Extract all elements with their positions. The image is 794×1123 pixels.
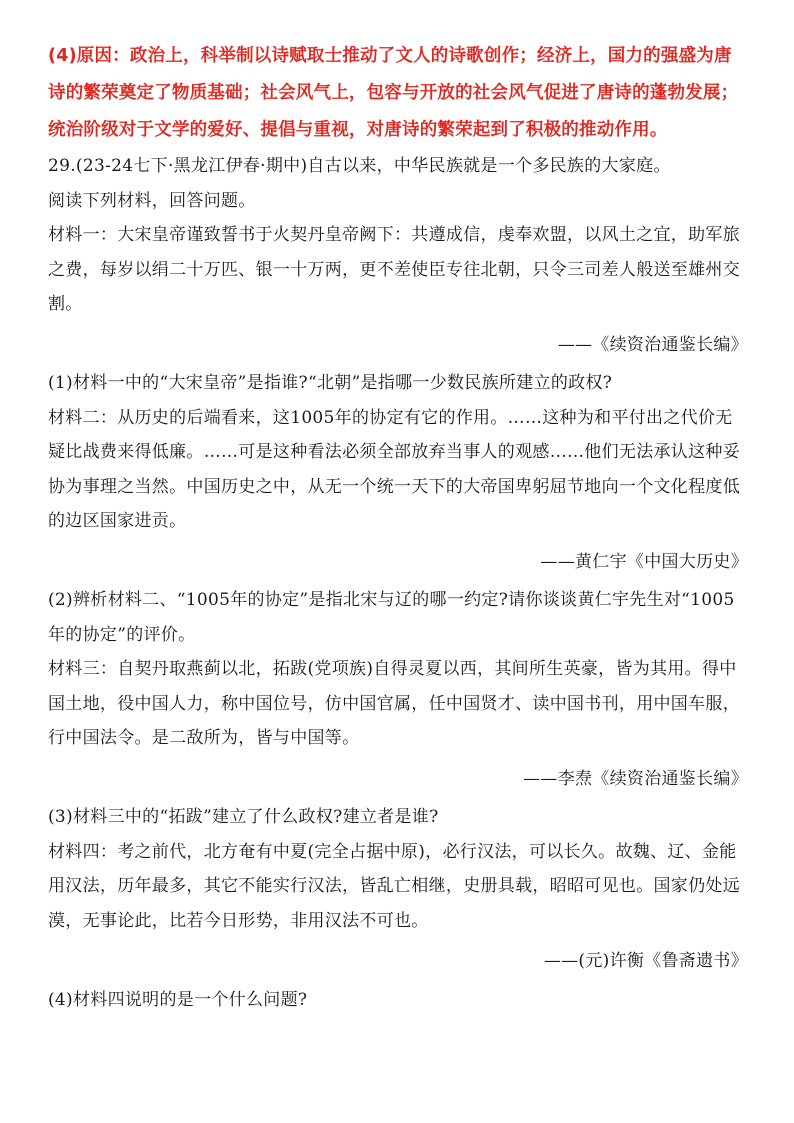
question-29-instruction: 阅读下列材料，回答问题。 <box>48 190 256 211</box>
material-1-source: ——《续资治通鉴长编》 <box>557 334 748 355</box>
sub-question-3: (3)材料三中的“拓跋”建立了什么政权?建立者是谁? <box>48 807 439 827</box>
material-1-text: 材料一：大宋皇帝谨致誓书于火契丹皇帝阙下：共遵成信，虔奉欢盟，以风土之宜，助军旅之费，每岁以绢二十万匹、银一十万两，更不差使臣专往北朝，只令三司差人般送至雄州交割。 <box>48 225 740 314</box>
sub-question-4: (4)材料四说明的是一个什么问题? <box>48 989 308 1010</box>
material-2-source: ——黄仁宇《中国大历史》 <box>540 551 748 572</box>
material-3-text: 材料三：自契丹取燕蓟以北，拓跋(党项族)自得灵夏以西，其间所生英豪，皆为其用。得中国土地，役中国人力，称中国位号，仿中国官属，任中国贤才、读中国书刊，用中国车服，行中国法令。是二敌所为，皆与中国等。 <box>48 659 740 748</box>
page-content <box>48 38 748 1017</box>
sub-question-1: (1)材料一中的“大宋皇帝”是指谁?“北朝”是指哪一少数民族所建立的政权? <box>48 373 613 393</box>
sub-question-2: (2)辨析材料二、“1005年的协定”是指北宋与辽的哪一约定?请你谈谈黄仁宇先生对“1005年的协定”的评价。 <box>48 590 735 645</box>
question-29-header: 29.(23-24七下·黑龙江伊春·期中)自古以来，中华民族就是一个多民族的大家庭。 <box>48 156 671 176</box>
material-4-text: 材料四：考之前代，北方奄有中夏(完全占据中原)，必行汉法，可以长久。故魏、辽、金能用汉法，历年最多，其它不能实行汉法，皆乱亡相继，史册具载，昭昭可见也。国家仍处远漠，无事论此，比若今日形势，非用汉法不可也。 <box>48 841 740 931</box>
material-3-source: ——李焘《续资治通鉴长编》 <box>523 768 748 789</box>
answer-4-text: (4)原因：政治上，科举制以诗赋取士推动了文人的诗歌创作；经济上，国力的强盛为唐诗的繁荣奠定了物质基础；社会风气上，包容与开放的社会风气促进了唐诗的蓬勃发展；统治阶级对于文学的爱好、提倡与重视，对唐诗的繁荣起到了积极的推动作用。 <box>48 46 739 140</box>
material-2-text: 材料二：从历史的后端看来，这1005年的协定有它的作用。……这种为和平付出之代价无疑比战费来得低廉。……可是这种看法必须全部放弃当事人的观感……他们无法承认这种妥协为事理之当然。中国历史之中，从无一个统一天下的大帝国卑躬屈节地向一个文化程度低的边区国家进贡。 <box>48 407 740 531</box>
material-4-source: ——(元)许衡《鲁斋遗书》 <box>543 951 748 971</box>
